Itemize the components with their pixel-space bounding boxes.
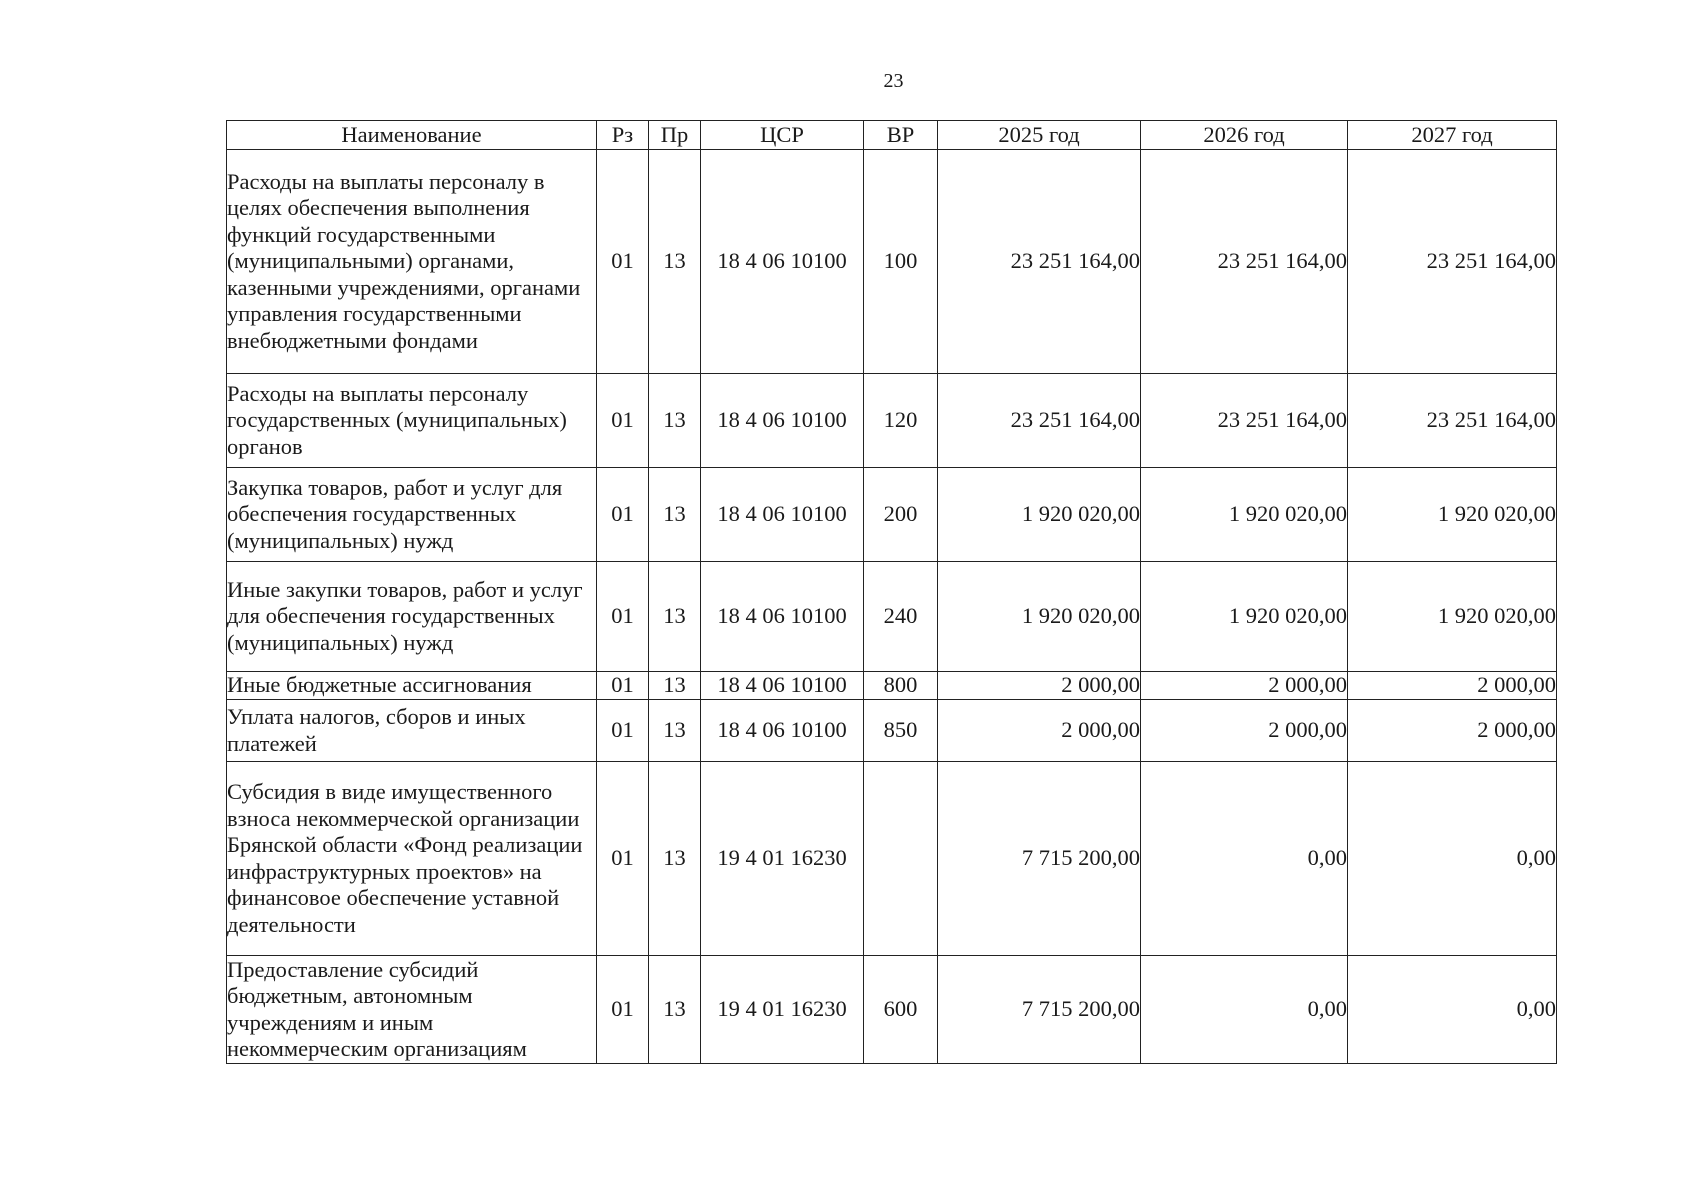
- header-2026: 2026 год: [1141, 121, 1348, 150]
- cell-pr: 13: [649, 562, 701, 672]
- cell-2027: 0,00: [1348, 762, 1557, 956]
- cell-2027: 23 251 164,00: [1348, 374, 1557, 468]
- cell-pr: 13: [649, 762, 701, 956]
- cell-2026: 2 000,00: [1141, 672, 1348, 700]
- header-csr: ЦСР: [701, 121, 864, 150]
- header-name: Наименование: [227, 121, 597, 150]
- cell-csr: 19 4 01 16230: [701, 956, 864, 1064]
- cell-csr: 18 4 06 10100: [701, 562, 864, 672]
- cell-2025: 23 251 164,00: [938, 150, 1141, 374]
- cell-rz: 01: [597, 562, 649, 672]
- table-header-row: [227, 121, 1557, 150]
- cell-2025: 1 920 020,00: [938, 468, 1141, 562]
- cell-2026: 23 251 164,00: [1141, 150, 1348, 374]
- table-row: [227, 374, 1557, 468]
- cell-vr: [864, 762, 938, 956]
- budget-table: [226, 120, 1557, 1064]
- cell-rz: 01: [597, 468, 649, 562]
- cell-pr: 13: [649, 700, 701, 762]
- cell-rz: 01: [597, 150, 649, 374]
- cell-vr: 240: [864, 562, 938, 672]
- cell-2025: 7 715 200,00: [938, 762, 1141, 956]
- cell-vr: 100: [864, 150, 938, 374]
- cell-csr: 19 4 01 16230: [701, 762, 864, 956]
- table-row: [227, 468, 1557, 562]
- table-row: [227, 956, 1557, 1064]
- header-vr: ВР: [864, 121, 938, 150]
- cell-name: Закупка товаров, работ и услуг для обеспечения государственных (муниципальных) нужд: [227, 468, 597, 562]
- table-row: [227, 672, 1557, 700]
- cell-name: Иные бюджетные ассигнования: [227, 672, 597, 700]
- cell-pr: 13: [649, 468, 701, 562]
- page-number: 23: [883, 70, 904, 92]
- header-2025: 2025 год: [938, 121, 1141, 150]
- cell-csr: 18 4 06 10100: [701, 672, 864, 700]
- cell-vr: 850: [864, 700, 938, 762]
- cell-rz: 01: [597, 700, 649, 762]
- cell-name: Расходы на выплаты персоналу в целях обеспечения выполнения функций государственными (муниципальными) органами, казенными учреждениями, органами управления государственными внебюджетными фондами: [227, 150, 597, 374]
- cell-2026: 1 920 020,00: [1141, 468, 1348, 562]
- table-row: [227, 762, 1557, 956]
- cell-2025: 23 251 164,00: [938, 374, 1141, 468]
- cell-vr: 800: [864, 672, 938, 700]
- cell-vr: 200: [864, 468, 938, 562]
- cell-rz: 01: [597, 956, 649, 1064]
- header-rz: Рз: [597, 121, 649, 150]
- cell-2027: 1 920 020,00: [1348, 468, 1557, 562]
- cell-2025: 7 715 200,00: [938, 956, 1141, 1064]
- cell-csr: 18 4 06 10100: [701, 150, 864, 374]
- table-row: [227, 700, 1557, 762]
- cell-2026: 1 920 020,00: [1141, 562, 1348, 672]
- cell-name: Расходы на выплаты персоналу государственных (муниципальных) органов: [227, 374, 597, 468]
- cell-name: Субсидия в виде имущественного взноса некоммерческой организации Брянской области «Фонд реализации инфраструктурных проектов» на финансовое обеспечение уставной деятельности: [227, 762, 597, 956]
- cell-name: Предоставление субсидий бюджетным, автономным учреждениям и иным некоммерческим организациям: [227, 956, 597, 1064]
- cell-pr: 13: [649, 956, 701, 1064]
- cell-pr: 13: [649, 374, 701, 468]
- cell-2026: 23 251 164,00: [1141, 374, 1348, 468]
- cell-2026: 0,00: [1141, 762, 1348, 956]
- cell-name: Иные закупки товаров, работ и услуг для обеспечения государственных (муниципальных) нужд: [227, 562, 597, 672]
- cell-name: Уплата налогов, сборов и иных платежей: [227, 700, 597, 762]
- cell-2026: 2 000,00: [1141, 700, 1348, 762]
- cell-rz: 01: [597, 374, 649, 468]
- cell-rz: 01: [597, 672, 649, 700]
- cell-vr: 600: [864, 956, 938, 1064]
- table-row: [227, 150, 1557, 374]
- cell-2025: 2 000,00: [938, 672, 1141, 700]
- cell-2025: 1 920 020,00: [938, 562, 1141, 672]
- cell-2025: 2 000,00: [938, 700, 1141, 762]
- cell-csr: 18 4 06 10100: [701, 468, 864, 562]
- table-row: [227, 562, 1557, 672]
- cell-2026: 0,00: [1141, 956, 1348, 1064]
- cell-2027: 0,00: [1348, 956, 1557, 1064]
- cell-csr: 18 4 06 10100: [701, 700, 864, 762]
- header-2027: 2027 год: [1348, 121, 1557, 150]
- cell-2027: 1 920 020,00: [1348, 562, 1557, 672]
- cell-pr: 13: [649, 150, 701, 374]
- cell-vr: 120: [864, 374, 938, 468]
- cell-pr: 13: [649, 672, 701, 700]
- cell-csr: 18 4 06 10100: [701, 374, 864, 468]
- cell-rz: 01: [597, 762, 649, 956]
- header-pr: Пр: [649, 121, 701, 150]
- cell-2027: 2 000,00: [1348, 700, 1557, 762]
- cell-2027: 23 251 164,00: [1348, 150, 1557, 374]
- cell-2027: 2 000,00: [1348, 672, 1557, 700]
